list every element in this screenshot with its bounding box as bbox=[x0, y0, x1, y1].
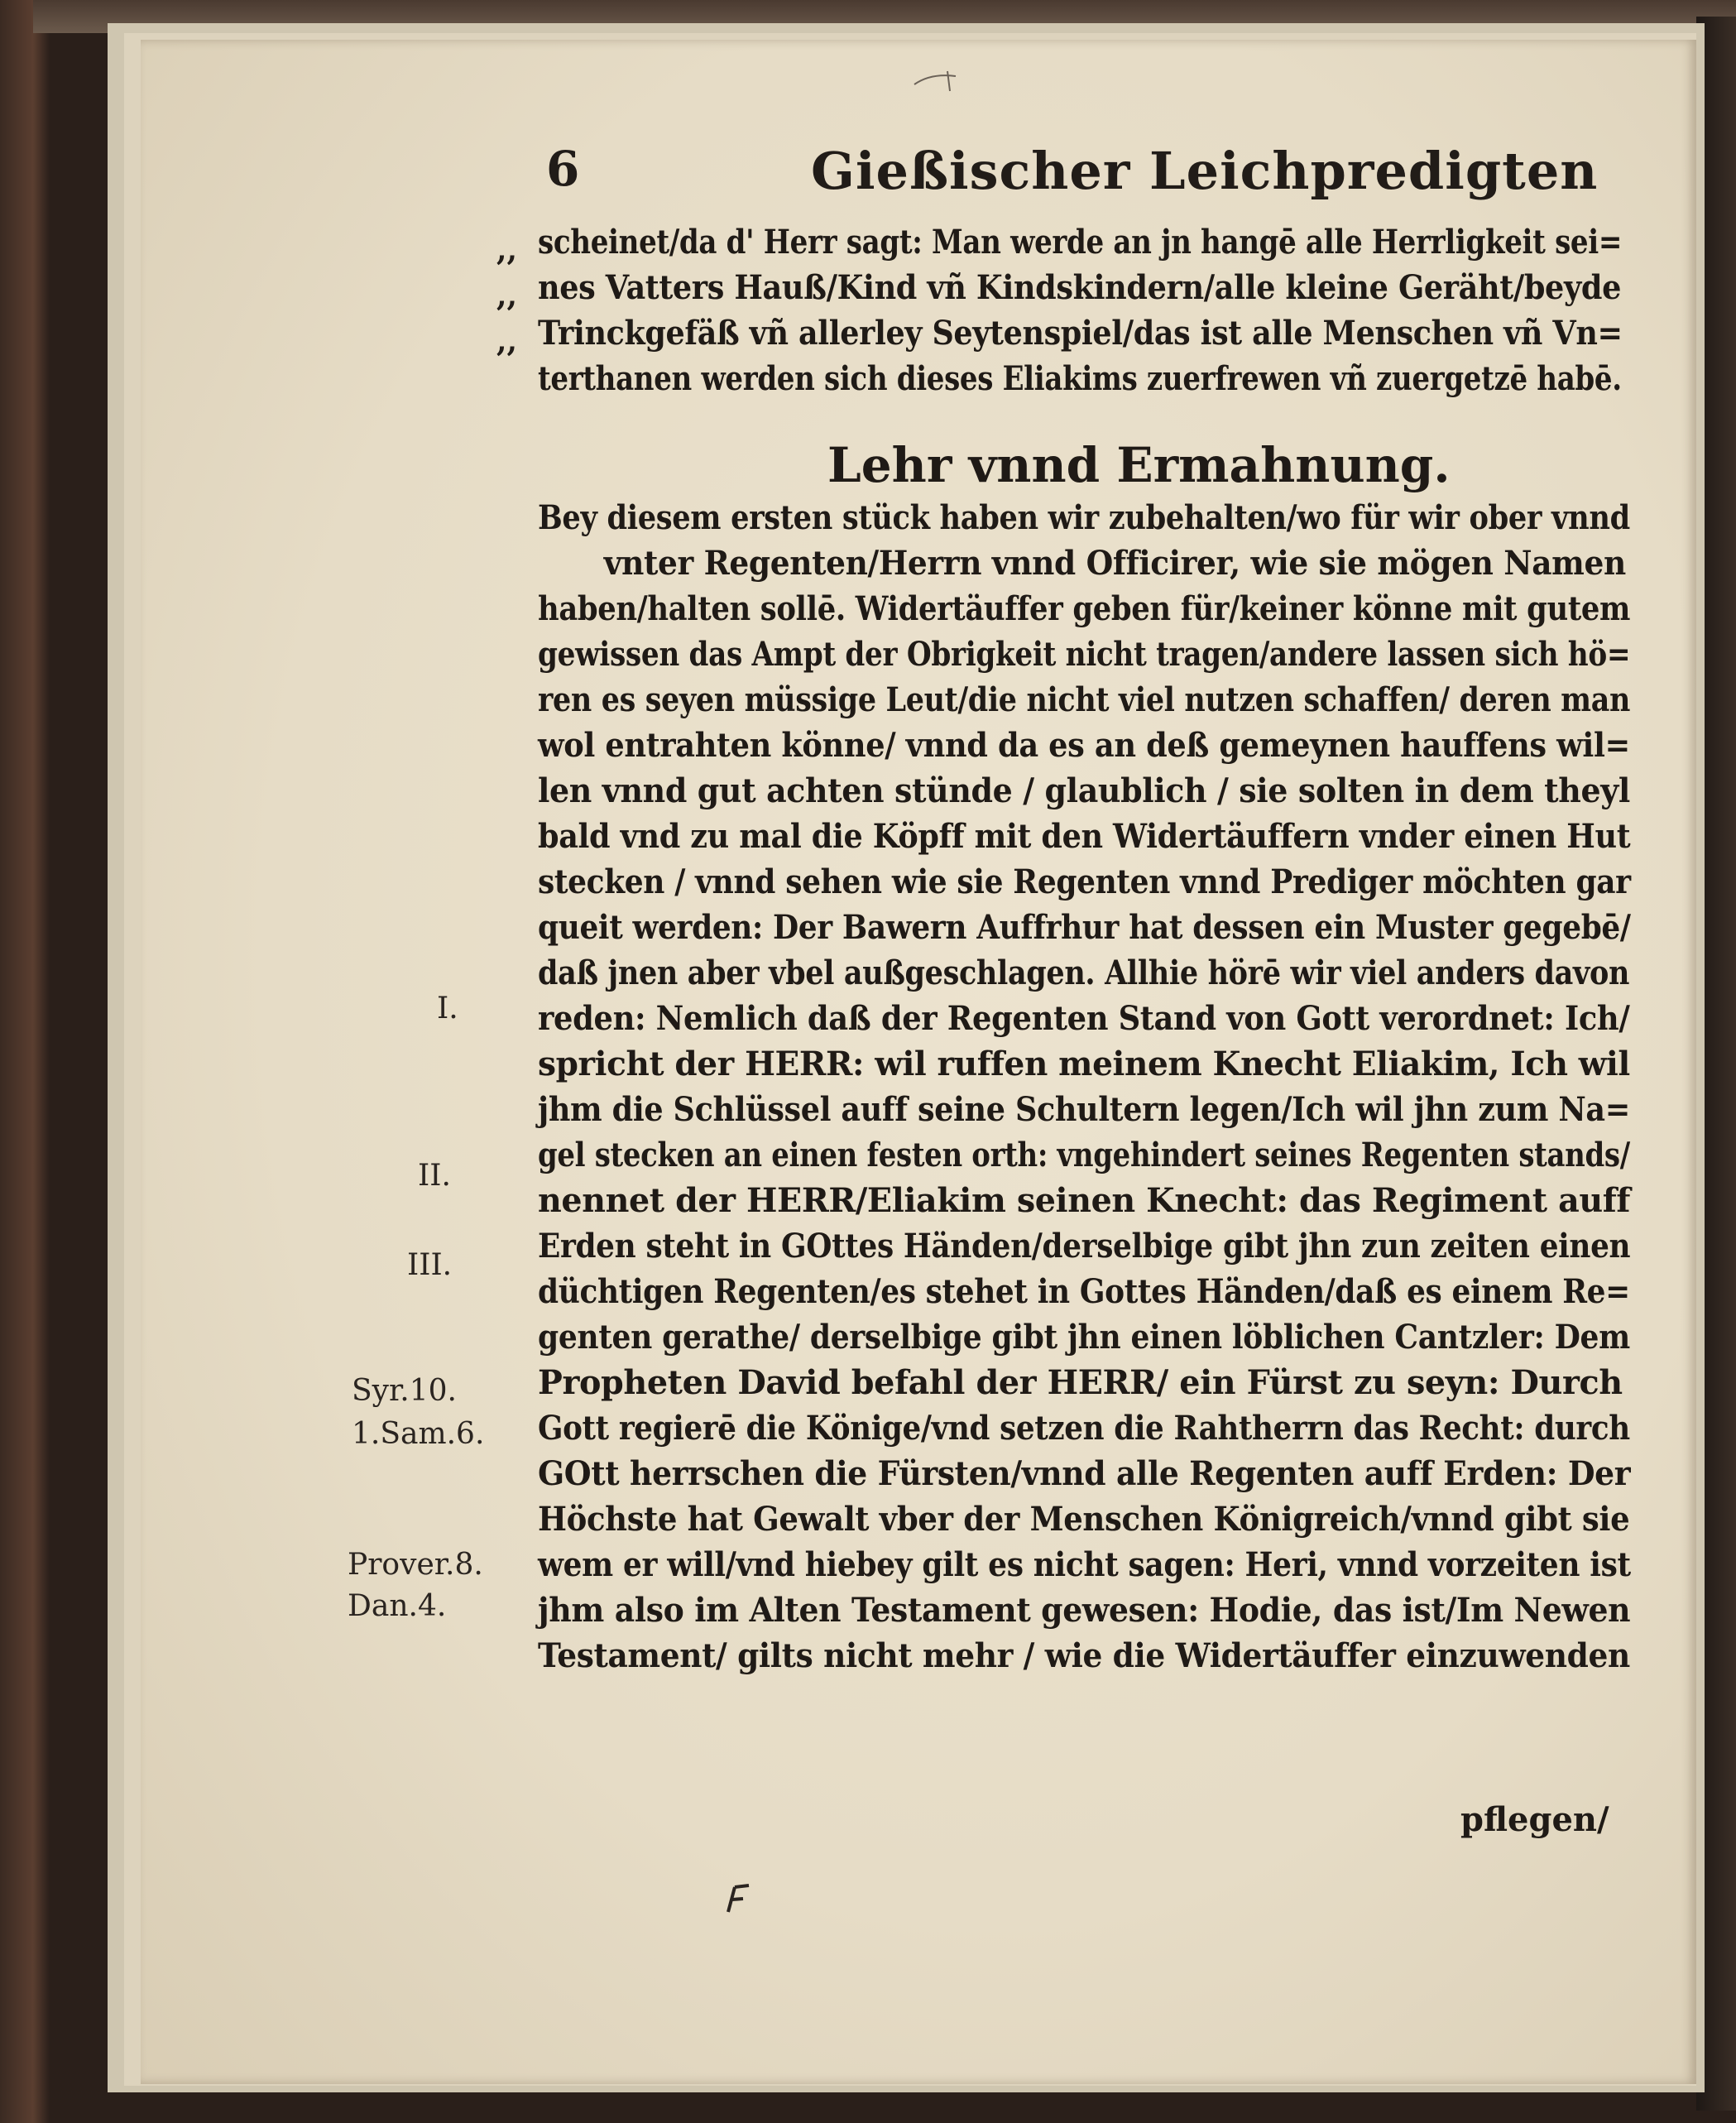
text-line: scheinet/da d' Herr sagt: Man werde an jn hangē alle Herrligkeit sei= bbox=[538, 223, 1623, 262]
text-line: Erden steht in GOttes Händen/derselbige gibt jhn zun zeiten einen bbox=[538, 1227, 1631, 1266]
text-line: düchtigen Regenten/es stehet in Gottes Händen/daß es einem Re= bbox=[538, 1272, 1630, 1311]
text-line: queit werden: Der Bawern Auffrhur hat dessen ein Muster gegebē/ bbox=[538, 908, 1631, 947]
quote-mark: ,, bbox=[496, 233, 518, 267]
text-line: spricht der HERR: wil ruffen meinem Knecht Eliakim, Ich wil bbox=[538, 1045, 1630, 1083]
text-line: wem er will/vnd hiebey gilt es nicht sagen: Heri, vnnd vorzeiten ist bbox=[538, 1545, 1631, 1584]
text-line: Trinckgefäß vñ allerley Seytenspiel/das ist alle Menschen vñ Vn= bbox=[538, 314, 1623, 353]
text-line: haben/halten sollē. Widertäuffer geben für/keiner könne mit gutem bbox=[538, 589, 1631, 628]
quote-mark: ,, bbox=[496, 278, 518, 313]
text-line: nennet der HERR/Eliakim seinen Knecht: das Regiment auff bbox=[538, 1181, 1631, 1220]
text-line: Bey diesem ersten stück haben wir zubehalten/wo für wir ober vnnd bbox=[538, 498, 1630, 537]
ink-flourish bbox=[720, 1879, 761, 1920]
text-line: Gott regierē die Könige/vnd setzen die Rahtherrn das Recht: durch bbox=[538, 1409, 1630, 1448]
running-title: Gießischer Leichpredigten bbox=[811, 141, 1599, 201]
text-line: daß jnen aber vbel außgeschlagen. Allhie hörē wir viel anders davon bbox=[538, 953, 1630, 992]
text-line: vnter Regenten/Herrn vnnd Officirer, wie sie mögen Namen bbox=[603, 544, 1626, 583]
text-line: bald vnd zu mal die Köpff mit den Widertäuffern vnder einen Hut bbox=[538, 817, 1631, 856]
quotation-marks bbox=[496, 228, 538, 364]
text-line: terthanen werden sich dieses Eliakims zuerfrewen vñ zuergetzē habē. bbox=[538, 359, 1622, 398]
text-line: gewissen das Ampt der Obrigkeit nicht tragen/andere lassen sich hö= bbox=[538, 635, 1631, 674]
text-line: Testament/ gilts nicht mehr / wie die Widertäuffer einzuwenden bbox=[538, 1636, 1630, 1675]
margin-note: 1.Sam.6. bbox=[352, 1417, 485, 1451]
quote-mark: ,, bbox=[496, 324, 518, 358]
text-line: ren es seyen müssige Leut/die nicht viel nutzen schaffen/ deren man bbox=[538, 680, 1631, 719]
margin-note: Prover.8. bbox=[348, 1548, 483, 1582]
text-line: gel stecken an einen festen orth: vngehindert seines Regenten stands/ bbox=[538, 1136, 1630, 1174]
catchword: pflegen/ bbox=[1460, 1800, 1609, 1839]
running-head bbox=[546, 141, 1622, 215]
margin-note: III. bbox=[407, 1248, 453, 1282]
text-line: reden: Nemlich daß der Regenten Stand von Gott verordnet: Ich/ bbox=[538, 999, 1630, 1038]
text-line: Propheten David befahl der HERR/ ein Fürst zu seyn: Durch bbox=[538, 1363, 1623, 1402]
text-line: Höchste hat Gewalt vber der Menschen Königreich/vnnd gibt sie bbox=[538, 1500, 1630, 1539]
text-line: jhm also im Alten Testament gewesen: Hodie, das ist/Im Newen bbox=[538, 1591, 1631, 1630]
section-heading: Lehr vnnd Ermahnung. bbox=[827, 437, 1451, 493]
text-line: jhm die Schlüssel auff seine Schultern legen/Ich wil jhn zum Na= bbox=[538, 1090, 1630, 1129]
margin-note: I. bbox=[437, 992, 458, 1025]
margin-note: Syr.10. bbox=[352, 1374, 457, 1408]
text-line: stecken / vnnd sehen wie sie Regenten vnnd Prediger möchten gar bbox=[538, 862, 1631, 901]
text-line: len vnnd gut achten stünde / glaublich / sie solten in dem theyl bbox=[538, 771, 1630, 810]
pencil-mark bbox=[910, 68, 960, 93]
margin-note: Dan.4. bbox=[348, 1589, 447, 1623]
paragraph-1 bbox=[538, 219, 1630, 401]
text-line: nes Vatters Hauß/Kind vñ Kindskindern/alle kleine Geräht/beyde bbox=[538, 268, 1622, 307]
paragraph-2 bbox=[538, 495, 1638, 1679]
text-line: wol entrahten könne/ vnnd da es an deß gemeynen hauffens wil= bbox=[538, 726, 1630, 765]
text-line: genten gerathe/ derselbige gibt jhn einen löblichen Cantzler: Dem bbox=[538, 1318, 1630, 1357]
text-line: GOtt herrschen die Fürsten/vnnd alle Regenten auff Erden: Der bbox=[538, 1454, 1631, 1493]
margin-note: II. bbox=[418, 1159, 451, 1193]
page-number: 6 bbox=[546, 141, 580, 197]
